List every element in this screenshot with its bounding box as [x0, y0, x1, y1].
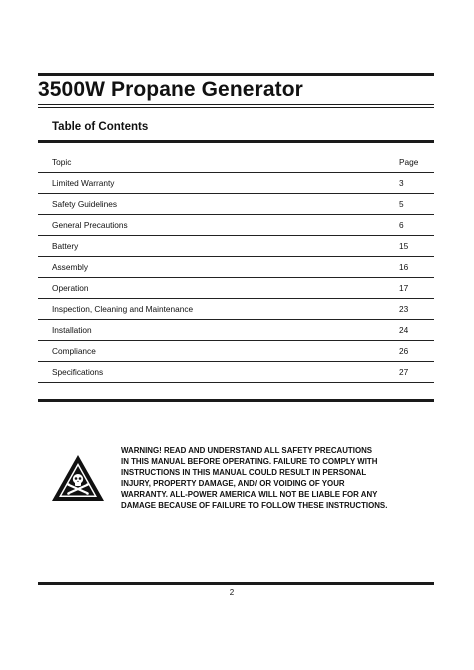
toc-bottom-rule: [38, 399, 434, 402]
page-title: 3500W Propane Generator: [38, 78, 303, 101]
toc-entry-topic: Assembly: [52, 262, 88, 272]
toc-entry-page: 27: [399, 367, 409, 377]
toc-entry[interactable]: [38, 194, 434, 215]
toc-entry[interactable]: [38, 299, 434, 320]
title-rule: [38, 104, 434, 105]
toc-header-topic: Topic: [52, 157, 72, 167]
toc-entry-page: 24: [399, 325, 409, 335]
toc-entry-page: 17: [399, 283, 409, 293]
toc-entry[interactable]: [38, 341, 434, 362]
toc-entry-topic: Inspection, Cleaning and Maintenance: [52, 304, 194, 314]
toc-header-page: Page: [399, 157, 419, 167]
table-of-contents: [38, 152, 434, 383]
toc-entry-topic: Safety Guidelines: [52, 199, 118, 209]
warning-line: DAMAGE BECAUSE OF FAILURE TO FOLLOW THESE INSTRUCTIONS.: [121, 501, 388, 510]
toc-entry-topic: Compliance: [52, 346, 96, 356]
warning-line: INJURY, PROPERTY DAMAGE, AND/ OR VOIDING OF YOUR: [121, 479, 345, 488]
toc-entry-page: 6: [399, 220, 404, 230]
toc-entry-topic: General Precautions: [52, 220, 128, 230]
toc-entry[interactable]: [38, 257, 434, 278]
toc-entry-page: 3: [399, 178, 404, 188]
warning-line: WARRANTY. ALL-POWER AMERICA WILL NOT BE LIABLE FOR ANY: [121, 490, 378, 499]
toc-entry-page: 16: [399, 262, 409, 272]
page-number: 2: [229, 588, 235, 597]
warning-text: [121, 445, 431, 511]
toc-entry-topic: Limited Warranty: [52, 178, 115, 188]
toc-heading: Table of Contents: [52, 121, 149, 133]
toc-entry-topic: Installation: [52, 325, 92, 335]
footer-rule: [38, 582, 434, 585]
warning-line: IN THIS MANUAL BEFORE OPERATING. FAILURE TO COMPLY WITH: [121, 457, 378, 466]
toc-entry-topic: Specifications: [52, 367, 104, 377]
title-rule-2: [38, 107, 434, 108]
toc-heading-rule: [38, 140, 434, 143]
toc-entry[interactable]: [38, 215, 434, 236]
warning-line: WARNING! READ AND UNDERSTAND ALL SAFETY PRECAUTIONS: [121, 446, 373, 455]
toc-header-row: [38, 152, 434, 173]
warning-line: INSTRUCTIONS IN THIS MANUAL COULD RESULT IN PERSONAL: [121, 468, 367, 477]
toc-entry[interactable]: [38, 362, 434, 383]
toc-entry[interactable]: [38, 320, 434, 341]
toc-entry[interactable]: [38, 173, 434, 194]
toc-entry-page: 23: [399, 304, 409, 314]
toc-entry-topic: Battery: [52, 241, 79, 251]
toc-entry-topic: Operation: [52, 283, 89, 293]
top-rule: [38, 73, 434, 76]
toc-entry-page: 5: [399, 199, 404, 209]
skull-crossbones-warning-icon: [50, 453, 106, 503]
toc-entry-page: 15: [399, 241, 409, 251]
toc-entry[interactable]: [38, 236, 434, 257]
toc-entry[interactable]: [38, 278, 434, 299]
toc-entry-page: 26: [399, 346, 409, 356]
